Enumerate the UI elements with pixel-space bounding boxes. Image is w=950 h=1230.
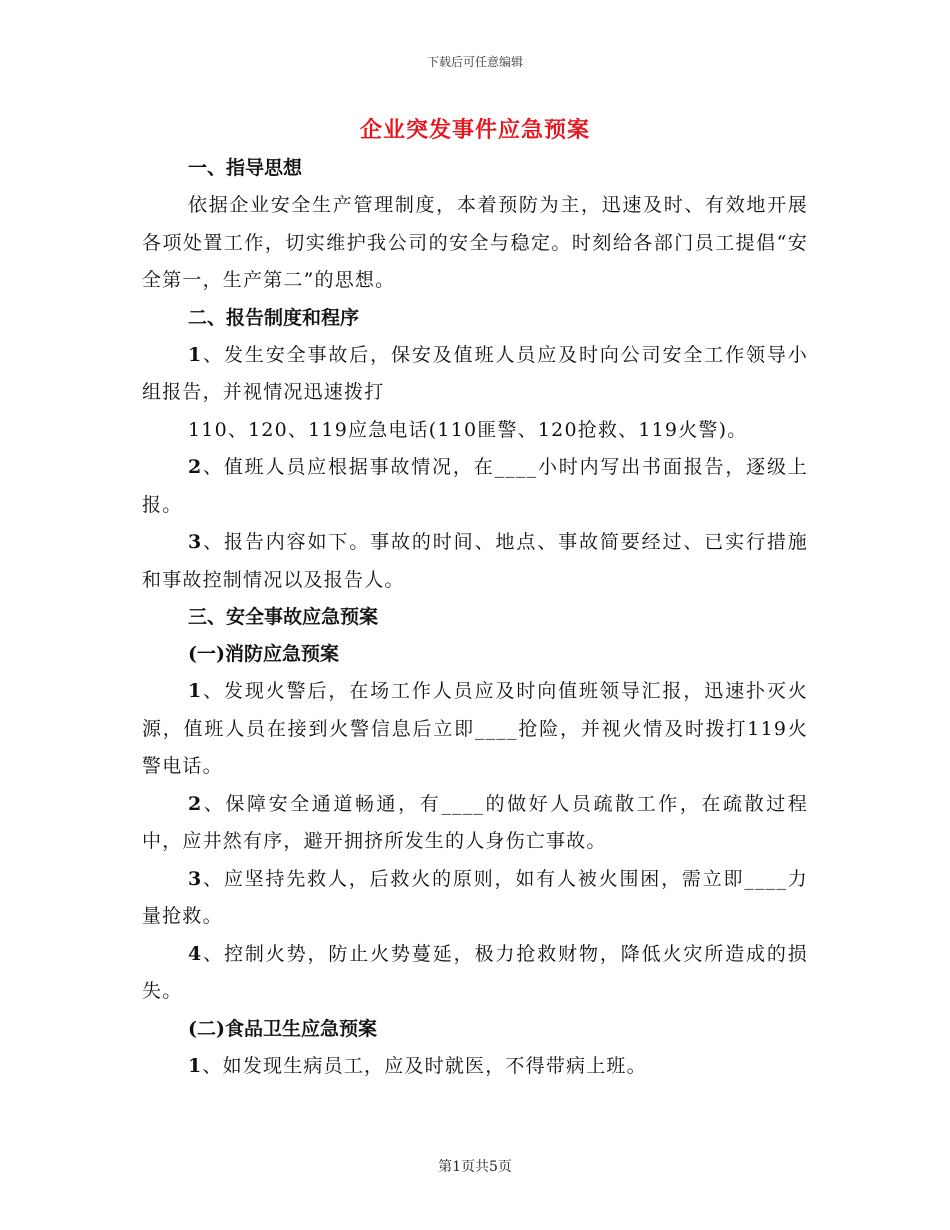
section-heading-emergency-plan: 三、安全事故应急预案	[188, 606, 379, 628]
subsection-heading-fire: (一)消防应急预案	[188, 643, 339, 665]
item-number: 1	[188, 1054, 203, 1077]
paragraph: 依据企业安全生产管理制度，本着预防为主，迅速及时、有效地开展各项处置工作，切实维护我公司的安全与稳定。时刻给各部门员工提倡“安全第一，生产第二”的思想。	[142, 194, 808, 291]
item-number: 1	[188, 680, 203, 702]
item-number: 2	[188, 792, 203, 815]
item-number: 1	[188, 343, 203, 366]
page-number-footer: 第1页共5页	[438, 1159, 512, 1175]
item-number: 3	[188, 867, 203, 890]
paragraph	[142, 524, 808, 599]
paragraph-text: 、发生安全事故后，保安及值班人员应及时向公司安全工作领导小组报告，并视情况迅速拨打	[142, 343, 808, 403]
item-number: 3	[188, 531, 203, 553]
header-note: 下载后可任意编辑	[426, 55, 523, 69]
document-body	[142, 150, 808, 1085]
paragraph	[142, 449, 808, 524]
paragraph-text: 、报告内容如下。事故的时间、地点、事故简要经过、已实行措施和事故控制情况以及报告人。	[142, 531, 808, 591]
item-number: 4	[188, 942, 203, 965]
paragraph-text: 、如发现生病员工，应及时就医，不得带病上班。	[202, 1054, 647, 1077]
section-heading-guiding-ideology: 一、指导思想	[188, 157, 303, 179]
document-title: 企业突发事件应急预案	[359, 117, 590, 143]
item-number: 2	[188, 456, 203, 478]
paragraph	[142, 861, 808, 936]
paragraph: 110、120、119应急电话(110匪警、120抢救、119火警)。	[188, 418, 748, 441]
paragraph-text: 、值班人员应根据事故情况，在____小时内写出书面报告，逐级上报。	[142, 456, 808, 516]
paragraph	[142, 786, 808, 861]
section-heading-reporting: 二、报告制度和程序	[188, 306, 360, 329]
paragraph	[142, 936, 808, 1011]
paragraph-text: 、发现火警后，在场工作人员应及时向值班领导汇报，迅速扑灭火源，值班人员在接到火警信息后立即____抢险，并视火情及时拨打119火警电话。	[142, 680, 808, 777]
paragraph	[142, 1048, 808, 1086]
paragraph-text: 、控制火势，防止火势蔓延，极力抢救财物，降低火灾所造成的损失。	[142, 942, 808, 1002]
paragraph-text: 、应坚持先救人，后救火的原则，如有人被火围困，需立即____力量抢救。	[142, 867, 808, 927]
paragraph-text: 、保障安全通道畅通，有____的做好人员疏散工作，在疏散过程中，应井然有序，避开拥挤所发生的人身伤亡事故。	[142, 792, 808, 852]
paragraph	[142, 673, 808, 786]
subsection-heading-food-hygiene: (二)食品卫生应急预案	[188, 1017, 377, 1040]
paragraph	[142, 337, 808, 412]
